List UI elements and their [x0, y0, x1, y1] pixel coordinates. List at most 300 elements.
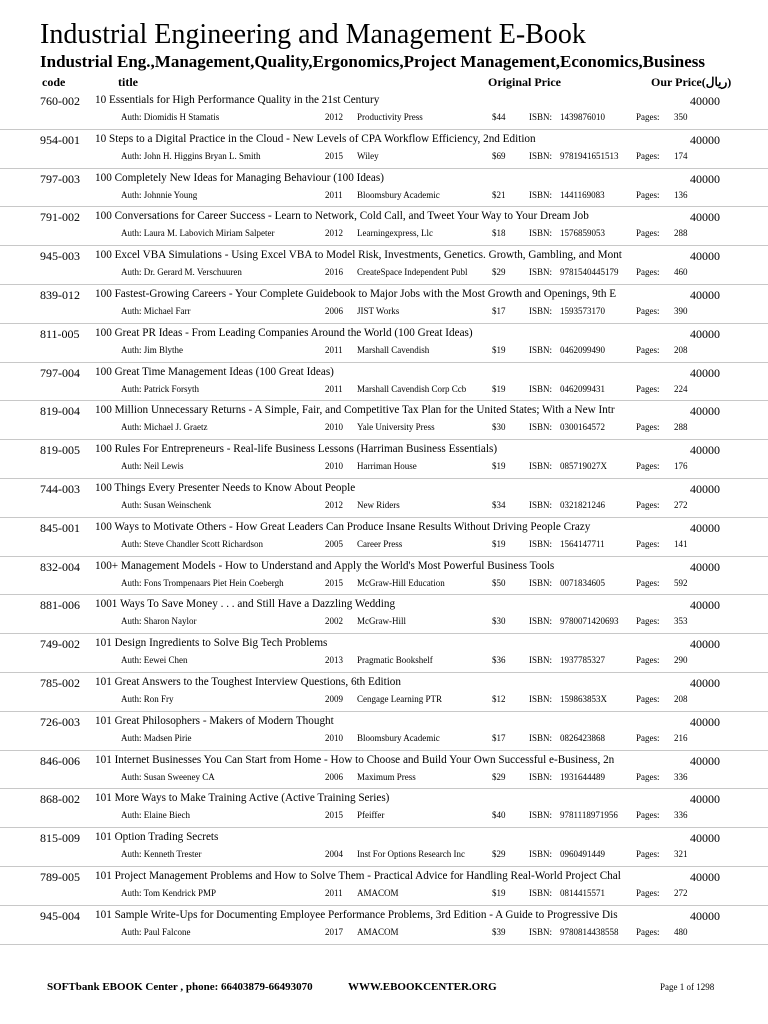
isbn-label: ISBN: — [529, 926, 553, 937]
isbn-label: ISBN: — [529, 112, 553, 122]
book-isbn: 9780814438558 — [560, 926, 619, 937]
our-price: 40000 — [690, 598, 720, 613]
original-price: $17 — [492, 305, 506, 316]
book-author — [121, 810, 317, 820]
book-isbn: 159863853X — [560, 693, 607, 704]
auth-label: Auth: — [121, 422, 142, 433]
book-isbn: 9781118971956 — [560, 810, 618, 821]
our-price: 40000 — [690, 94, 720, 108]
book-code: 819-004 — [40, 404, 80, 419]
original-price: $29 — [492, 267, 506, 278]
original-price: $19 — [492, 887, 506, 898]
book-entry — [0, 285, 768, 324]
book-author — [121, 267, 317, 277]
book-author — [121, 190, 317, 200]
book-code: 811-005 — [40, 326, 80, 341]
pages-label: Pages: — [636, 422, 660, 433]
book-pages: 290 — [674, 655, 688, 666]
pages-label: Pages: — [636, 849, 660, 860]
auth-label: Auth: — [121, 150, 142, 161]
author-name: Tom Kendrick PMP — [143, 887, 216, 898]
book-code: 868-002 — [40, 792, 80, 807]
book-entry — [0, 557, 768, 596]
auth-label: Auth: — [121, 616, 142, 627]
author-name: Patrick Forsyth — [143, 383, 200, 394]
original-price: $50 — [492, 577, 506, 588]
isbn-label: ISBN: — [529, 189, 553, 200]
our-price: 40000 — [690, 559, 720, 574]
book-author — [121, 228, 317, 238]
isbn-label: ISBN: — [529, 344, 553, 355]
book-publisher: JIST Works — [357, 305, 400, 316]
isbn-label: ISBN: — [529, 810, 553, 821]
auth-label: Auth: — [121, 228, 142, 239]
auth-label: Auth: — [121, 112, 142, 122]
book-code: 749-002 — [40, 637, 80, 652]
our-price: 40000 — [690, 481, 720, 496]
author-name: Susan Sweeney CA — [143, 771, 215, 782]
page-number: Page 1 of 1298 — [660, 982, 715, 992]
pages-label: Pages: — [636, 189, 660, 200]
book-pages: 272 — [674, 887, 688, 898]
book-publisher: Pragmatic Bookshelf — [357, 655, 433, 666]
book-year: 2011 — [325, 383, 343, 394]
book-code: 832-004 — [40, 559, 80, 574]
book-year: 2017 — [325, 926, 343, 937]
book-year: 2011 — [325, 887, 343, 898]
book-publisher: New Riders — [357, 499, 400, 510]
book-pages: 336 — [674, 771, 688, 782]
book-isbn: 1931644489 — [560, 771, 605, 782]
auth-label: Auth: — [121, 189, 142, 200]
author-name: Paul Falcone — [143, 926, 191, 937]
book-entry — [0, 673, 768, 712]
book-isbn: 085719027X — [560, 461, 607, 472]
book-title: 10 Steps to a Digital Practice in the Cloud - New Levels of CPA Workflow Efficiency, 2nd Edition — [95, 132, 536, 145]
pages-label: Pages: — [636, 344, 660, 355]
pages-label: Pages: — [636, 383, 660, 394]
our-price: 40000 — [690, 404, 720, 419]
book-author — [121, 578, 317, 588]
book-publisher: Career Press — [357, 538, 403, 549]
book-publisher: McGraw-Hill — [357, 616, 406, 627]
book-author — [121, 461, 317, 471]
pages-label: Pages: — [636, 771, 660, 782]
book-year: 2010 — [325, 422, 343, 433]
auth-label: Auth: — [121, 732, 142, 743]
book-title: 101 More Ways to Make Training Active (Active Training Series) — [95, 792, 390, 805]
book-isbn: 0814415571 — [560, 887, 605, 898]
author-name: Michael Farr — [143, 305, 191, 316]
author-name: Madsen Pirie — [143, 732, 192, 743]
our-price: 40000 — [690, 443, 720, 458]
book-code: 954-001 — [40, 132, 80, 147]
author-name: Kenneth Trester — [143, 849, 202, 860]
author-name: Elaine Biech — [143, 810, 190, 821]
book-pages: 176 — [674, 461, 688, 472]
book-pages: 272 — [674, 499, 688, 510]
book-title: 100 Completely New Ideas for Managing Behaviour (100 Ideas) — [95, 171, 384, 184]
book-isbn: 1593573170 — [560, 305, 605, 316]
book-isbn: 0826423868 — [560, 732, 605, 743]
book-author — [121, 616, 317, 626]
book-title: 100 Rules For Entrepreneurs - Real-life Business Lessons (Harriman Business Essentials) — [95, 443, 498, 456]
book-code: 791-002 — [40, 210, 80, 225]
book-entry — [0, 479, 768, 518]
book-pages: 480 — [674, 926, 688, 937]
book-year: 2009 — [325, 693, 343, 704]
book-entry — [0, 91, 768, 130]
original-price: $29 — [492, 849, 506, 860]
book-author — [121, 112, 317, 122]
book-entry — [0, 828, 768, 867]
book-entry — [0, 634, 768, 673]
auth-label: Auth: — [121, 849, 142, 860]
book-entry — [0, 324, 768, 363]
isbn-label: ISBN: — [529, 267, 553, 278]
book-pages: 136 — [674, 189, 688, 200]
book-pages: 321 — [674, 849, 688, 860]
book-title: 100 Things Every Presenter Needs to Know About People — [95, 481, 356, 494]
book-title: 1001 Ways To Save Money . . . and Still Have a Dazzling Wedding — [95, 598, 396, 611]
isbn-label: ISBN: — [529, 228, 553, 239]
book-publisher: Bloomsbury Academic — [357, 189, 440, 200]
book-author — [121, 772, 317, 782]
book-isbn: 1441169083 — [560, 189, 605, 200]
book-pages: 288 — [674, 422, 688, 433]
book-isbn: 0462099431 — [560, 383, 605, 394]
pages-label: Pages: — [636, 112, 660, 122]
book-title: 101 Option Trading Secrets — [95, 831, 219, 844]
auth-label: Auth: — [121, 577, 142, 588]
page-title: Industrial Engineering and Management E-Book — [40, 19, 586, 50]
our-price: 40000 — [690, 365, 720, 380]
isbn-label: ISBN: — [529, 150, 553, 161]
footer-company: SOFTbank EBOOK Center , phone: 66403879-66493070 — [47, 981, 313, 993]
book-title: 100 Great Time Management Ideas (100 Great Ideas) — [95, 365, 334, 378]
book-isbn: 1576859053 — [560, 228, 605, 239]
book-title: 100+ Management Models - How to Understand and Apply the World's Most Powerful Business Tools — [95, 559, 555, 572]
book-code: 819-005 — [40, 443, 80, 458]
book-code: 797-003 — [40, 171, 80, 186]
original-price: $30 — [492, 616, 506, 627]
footer-website[interactable]: WWW.EBOOKCENTER.ORG — [348, 981, 497, 993]
our-price: 40000 — [690, 287, 720, 302]
book-author — [121, 888, 317, 898]
book-pages: 208 — [674, 344, 688, 355]
book-entry — [0, 789, 768, 828]
book-pages: 460 — [674, 267, 688, 278]
book-title: 10 Essentials for High Performance Quality in the 21st Century — [95, 94, 380, 106]
book-year: 2005 — [325, 538, 343, 549]
book-code: 845-001 — [40, 520, 80, 535]
pages-label: Pages: — [636, 732, 660, 743]
book-author — [121, 422, 317, 432]
book-entry — [0, 169, 768, 208]
isbn-label: ISBN: — [529, 422, 553, 433]
author-name: Johnnie Young — [143, 189, 198, 200]
isbn-label: ISBN: — [529, 655, 553, 666]
book-title: 101 Sample Write-Ups for Documenting Employee Performance Problems, 3rd Edition - A Guide to Progressive Dis — [95, 908, 618, 921]
auth-label: Auth: — [121, 810, 142, 821]
book-publisher: Bloomsbury Academic — [357, 732, 440, 743]
pages-label: Pages: — [636, 616, 660, 627]
our-price: 40000 — [690, 132, 720, 147]
book-code: 815-009 — [40, 831, 80, 846]
book-title: 100 Excel VBA Simulations - Using Excel VBA to Model Risk, Investments, Genetics. Growth, Gambling, and Mont — [95, 249, 622, 262]
book-code: 945-003 — [40, 249, 80, 264]
original-price: $30 — [492, 422, 506, 433]
column-header-code: code — [42, 75, 66, 89]
book-isbn: 0321821246 — [560, 499, 605, 510]
book-author — [121, 500, 317, 510]
author-name: Neil Lewis — [143, 461, 184, 472]
auth-label: Auth: — [121, 655, 142, 666]
book-year: 2011 — [325, 189, 343, 200]
author-name: Diomidis H Stamatis — [143, 112, 220, 122]
book-isbn: 0300164572 — [560, 422, 605, 433]
book-publisher: Yale University Press — [357, 422, 435, 433]
book-author — [121, 151, 317, 161]
book-entry — [0, 440, 768, 479]
book-author — [121, 927, 317, 937]
book-author — [121, 655, 317, 665]
pages-label: Pages: — [636, 305, 660, 316]
pages-label: Pages: — [636, 150, 660, 161]
book-entry — [0, 518, 768, 557]
auth-label: Auth: — [121, 305, 142, 316]
pages-label: Pages: — [636, 887, 660, 898]
book-pages: 224 — [674, 383, 688, 394]
original-price: $44 — [492, 112, 506, 122]
auth-label: Auth: — [121, 383, 142, 394]
author-name: Michael J. Graetz — [143, 422, 208, 433]
book-publisher: Inst For Options Research Inc — [357, 849, 465, 860]
isbn-label: ISBN: — [529, 461, 553, 472]
book-publisher: Cengage Learning PTR — [357, 693, 442, 704]
book-year: 2010 — [325, 461, 343, 472]
our-price: 40000 — [690, 792, 720, 807]
original-price: $18 — [492, 228, 506, 239]
author-name: Ron Fry — [143, 693, 174, 704]
book-list — [0, 91, 768, 945]
book-isbn: 0960491449 — [560, 849, 605, 860]
book-year: 2015 — [325, 577, 343, 588]
book-pages: 336 — [674, 810, 688, 821]
book-entry — [0, 207, 768, 246]
pages-label: Pages: — [636, 577, 660, 588]
book-publisher: Productivity Press — [357, 112, 423, 122]
book-year: 2010 — [325, 732, 343, 743]
book-title: 101 Great Answers to the Toughest Interview Questions, 6th Edition — [95, 675, 401, 688]
book-publisher: Marshall Cavendish — [357, 344, 430, 355]
book-pages: 216 — [674, 732, 688, 743]
pages-label: Pages: — [636, 926, 660, 937]
isbn-label: ISBN: — [529, 693, 553, 704]
auth-label: Auth: — [121, 461, 142, 472]
book-entry — [0, 595, 768, 634]
auth-label: Auth: — [121, 538, 142, 549]
book-publisher: AMACOM — [357, 926, 399, 937]
book-entry — [0, 712, 768, 751]
book-year: 2002 — [325, 616, 343, 627]
book-author — [121, 694, 317, 704]
pages-label: Pages: — [636, 538, 660, 549]
page-subtitle: Industrial Eng.,Management,Quality,Ergonomics,Project Management,Economics,Business — [40, 52, 706, 71]
book-code: 726-003 — [40, 714, 80, 729]
book-publisher: Learningexpress, Llc — [357, 228, 433, 239]
our-price: 40000 — [690, 831, 720, 846]
book-pages: 353 — [674, 616, 688, 627]
column-header-original-price: Original Price — [488, 75, 561, 89]
author-name: Susan Weinschenk — [143, 499, 212, 510]
author-name: Jim Blythe — [143, 344, 184, 355]
original-price: $21 — [492, 189, 506, 200]
book-entry — [0, 401, 768, 440]
book-title: 101 Project Management Problems and How to Solve Them - Practical Advice for Handling Real-World Project Chal — [95, 869, 621, 882]
book-isbn: 9781540445179 — [560, 267, 619, 278]
book-year: 2013 — [325, 655, 343, 666]
original-price: $19 — [492, 383, 506, 394]
book-year: 2016 — [325, 267, 343, 278]
original-price: $40 — [492, 810, 506, 821]
isbn-label: ISBN: — [529, 538, 553, 549]
pages-label: Pages: — [636, 810, 660, 821]
pages-label: Pages: — [636, 461, 660, 472]
isbn-label: ISBN: — [529, 732, 553, 743]
book-code: 760-002 — [40, 94, 80, 108]
book-code: 846-006 — [40, 753, 80, 768]
book-title: 101 Design Ingredients to Solve Big Tech Problems — [95, 637, 328, 650]
book-author — [121, 733, 317, 743]
auth-label: Auth: — [121, 887, 142, 898]
original-price: $29 — [492, 771, 506, 782]
isbn-label: ISBN: — [529, 771, 553, 782]
book-publisher: Marshall Cavendish Corp Ccb — [357, 383, 467, 394]
book-code: 744-003 — [40, 481, 80, 496]
book-publisher: Maximum Press — [357, 771, 416, 782]
book-pages: 288 — [674, 228, 688, 239]
book-year: 2006 — [325, 305, 343, 316]
author-name: Steve Chandler Scott Richardson — [143, 538, 263, 549]
book-publisher: AMACOM — [357, 887, 399, 898]
book-pages: 174 — [674, 150, 688, 161]
book-author — [121, 849, 317, 859]
isbn-label: ISBN: — [529, 499, 553, 510]
auth-label: Auth: — [121, 926, 142, 937]
book-publisher: Pfeiffer — [357, 810, 385, 821]
pages-label: Pages: — [636, 693, 660, 704]
auth-label: Auth: — [121, 693, 142, 704]
book-pages: 390 — [674, 305, 688, 316]
original-price: $12 — [492, 693, 506, 704]
original-price: $36 — [492, 655, 506, 666]
book-year: 2006 — [325, 771, 343, 782]
book-year: 2015 — [325, 150, 343, 161]
pages-label: Pages: — [636, 499, 660, 510]
isbn-label: ISBN: — [529, 849, 553, 860]
original-price: $19 — [492, 344, 506, 355]
original-price: $69 — [492, 150, 506, 161]
book-pages: 208 — [674, 693, 688, 704]
author-name: Sharon Naylor — [143, 616, 197, 627]
our-price: 40000 — [690, 171, 720, 186]
our-price: 40000 — [690, 675, 720, 690]
book-code: 789-005 — [40, 869, 80, 884]
our-price: 40000 — [690, 908, 720, 923]
book-year: 2012 — [325, 499, 343, 510]
book-isbn: 1439876010 — [560, 112, 605, 122]
book-title: 100 Ways to Motivate Others - How Great Leaders Can Produce Insane Results Without Driving People Crazy — [95, 520, 591, 533]
book-code: 797-004 — [40, 365, 80, 380]
original-price: $19 — [492, 461, 506, 472]
pages-label: Pages: — [636, 228, 660, 239]
book-code: 945-004 — [40, 908, 80, 923]
book-author — [121, 539, 317, 549]
book-isbn: 0462099490 — [560, 344, 605, 355]
book-author — [121, 345, 317, 355]
book-title: 100 Million Unnecessary Returns - A Simple, Fair, and Competitive Tax Plan for the United States; With a New Intr — [95, 404, 615, 417]
book-code: 839-012 — [40, 287, 80, 302]
author-name: Laura M. Labovich Miriam Salpeter — [143, 228, 275, 239]
our-price: 40000 — [690, 249, 720, 264]
our-price: 40000 — [690, 869, 720, 884]
original-price: $17 — [492, 732, 506, 743]
book-isbn: 1564147711 — [560, 538, 605, 549]
book-publisher: McGraw-Hill Education — [357, 577, 445, 588]
book-entry — [0, 867, 768, 906]
book-isbn: 9781941651513 — [560, 150, 619, 161]
book-title: 101 Great Philosophers - Makers of Modern Thought — [95, 714, 334, 727]
book-pages: 141 — [674, 538, 688, 549]
our-price: 40000 — [690, 637, 720, 652]
column-header-title: title — [118, 75, 138, 89]
book-isbn: 9780071420693 — [560, 616, 619, 627]
our-price: 40000 — [690, 714, 720, 729]
isbn-label: ISBN: — [529, 577, 553, 588]
book-title: 100 Great PR Ideas - From Leading Companies Around the World (100 Great Ideas) — [95, 326, 473, 339]
book-publisher: Wiley — [357, 150, 379, 161]
book-code: 881-006 — [40, 598, 80, 613]
our-price: 40000 — [690, 326, 720, 341]
our-price: 40000 — [690, 520, 720, 535]
author-name: John H. Higgins Bryan L. Smith — [143, 150, 261, 161]
isbn-label: ISBN: — [529, 887, 553, 898]
book-year: 2012 — [325, 228, 343, 239]
book-entry — [0, 130, 768, 169]
book-entry — [0, 906, 768, 945]
book-title: 101 Internet Businesses You Can Start from Home - How to Choose and Build Your Own Successful e-Business, 2n — [95, 753, 615, 766]
pages-label: Pages: — [636, 267, 660, 278]
column-header-our-price: Our Price(ریال) — [651, 75, 732, 89]
book-author — [121, 306, 317, 316]
author-name: Dr. Gerard M. Verschuuren — [143, 267, 242, 278]
book-entry — [0, 246, 768, 285]
book-year: 2015 — [325, 810, 343, 821]
our-price: 40000 — [690, 210, 720, 225]
book-author — [121, 384, 317, 394]
isbn-label: ISBN: — [529, 616, 553, 627]
book-year: 2011 — [325, 344, 343, 355]
book-isbn: 1937785327 — [560, 655, 605, 666]
book-title: 100 Fastest-Growing Careers - Your Complete Guidebook to Major Jobs with the Most Growth and Openings, 9th E — [95, 287, 617, 300]
author-name: Eewei Chen — [143, 655, 188, 666]
original-price: $39 — [492, 926, 506, 937]
book-pages: 592 — [674, 577, 688, 588]
book-isbn: 0071834605 — [560, 577, 605, 588]
isbn-label: ISBN: — [529, 305, 553, 316]
book-title: 100 Conversations for Career Success - Learn to Network, Cold Call, and Tweet Your Way to Your Dream Job — [95, 210, 589, 223]
